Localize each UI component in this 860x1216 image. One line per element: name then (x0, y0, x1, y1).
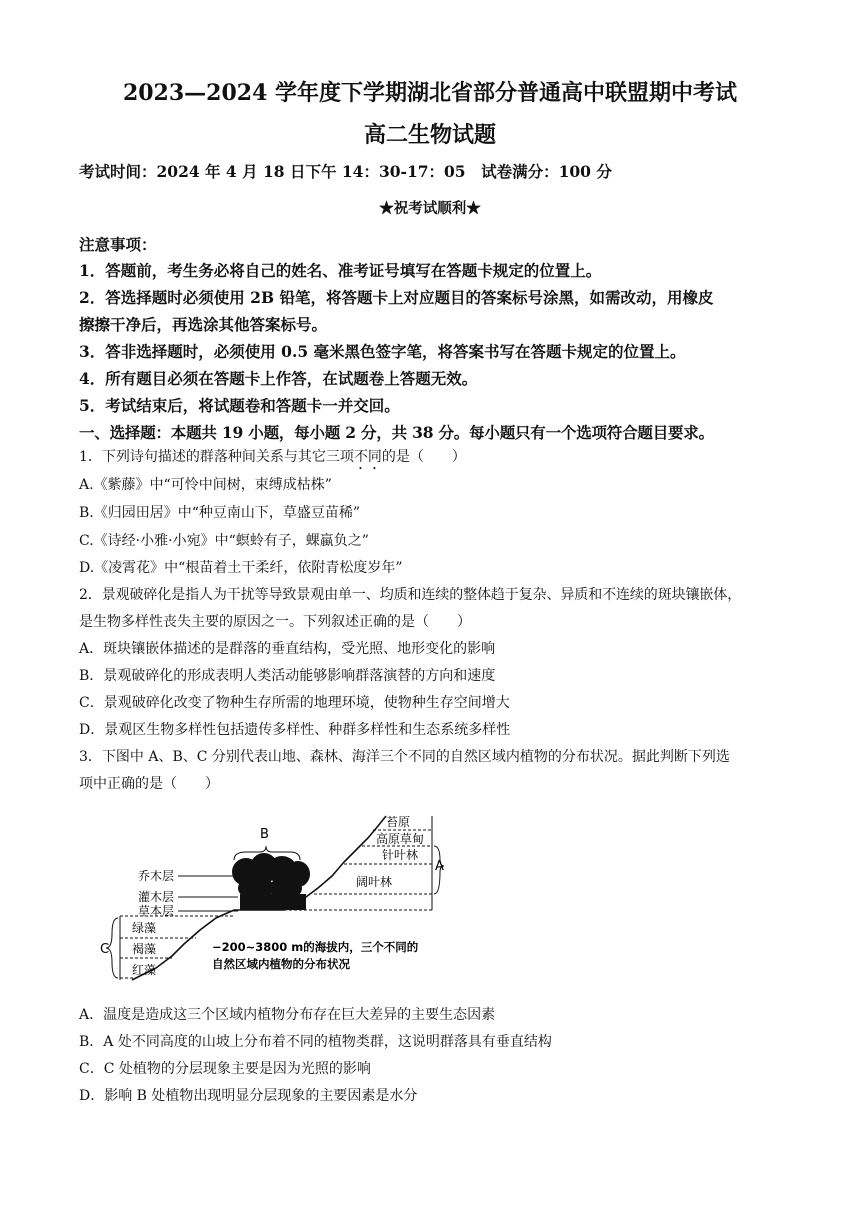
q2-option-d: D．景观区生物多样性包括遗传多样性、种群多样性和生态系统多样性 (79, 722, 511, 738)
note-item-2: 2．答选择题时必须使用 2B 铅笔，将答题卡上对应题目的答案标号涂黑，如需改动，用橡皮 (79, 288, 714, 307)
forest-trees (232, 853, 310, 910)
q2-stem-line1: 2．景观破碎化是指人为干扰等导致景观由单一、均质和连续的整体趋于复杂、异质和不连续的斑块镶嵌体， (79, 587, 742, 603)
zone-label-meadow: 高原草甸 (376, 832, 425, 846)
q1-option-d: D.《凌霄花》中“根苗着土干柔纤，依附青松度岁年” (79, 560, 403, 576)
algae-label-brown: 褐藻 (132, 942, 157, 956)
figure-svg (100, 808, 445, 990)
q2-option-c: C．景观破碎化改变了物种生存所需的地理环境，使物种生存空间增大 (79, 695, 510, 711)
exam-info: 考试时间：2024 年 4 月 18 日下午 14：30-17：05 试卷满分：100 分 (79, 162, 612, 181)
q1-stem-emph: 不同 (353, 449, 382, 465)
figure-caption-line2: 自然区域内植物的分布状况 (212, 957, 350, 971)
section-heading: 一、选择题：本题共 19 小题，每小题 2 分，共 38 分。每小题只有一个选项符合题目要求。 (79, 423, 714, 442)
note-item-3: 3．答非选择题时，必须使用 0.5 毫米黑色签字笔，将答案书写在答题卡规定的位置上。 (79, 342, 686, 361)
label-c: C (100, 942, 110, 957)
q1-option-a: A.《紫藤》中“可怜中间树，束缚成枯株” (79, 477, 332, 493)
blessing: ★祝考试顺利★ (379, 200, 481, 217)
note-item-5: 5．考试结束后，将试题卷和答题卡一并交回。 (79, 396, 400, 415)
q3-option-a: A．温度是造成这三个区域内植物分布存在巨大差异的主要生态因素 (79, 1007, 496, 1023)
notes-heading: 注意事项： (79, 235, 157, 254)
q2-stem-line2: 是生物多样性丧失主要的原因之一。下列叙述正确的是（ ） (79, 614, 471, 630)
q2-option-b: B．景观破碎化的形成表明人类活动能够影响群落演替的方向和速度 (79, 668, 496, 684)
zone-label-conifer: 针叶林 (382, 848, 419, 862)
label-b: B (260, 827, 269, 842)
label-a: A (435, 859, 444, 874)
q1-option-b: B.《归园田居》中“种豆南山下，草盛豆苗稀” (79, 505, 361, 521)
layer-label-herb: 草本层 (138, 904, 175, 918)
vegetation-distribution-figure (100, 808, 445, 990)
layer-label-shrub: 灌木层 (138, 890, 175, 904)
zone-label-broadleaf: 阔叶林 (356, 875, 393, 889)
q3-option-b: B．A 处不同高度的山坡上分布着不同的植物类群，这说明群落具有垂直结构 (79, 1034, 552, 1050)
q3-stem-line2: 项中正确的是（ ） (79, 776, 219, 792)
exam-subtitle: 高二生物试题 (363, 122, 496, 148)
q3-option-c: C．C 处植物的分层现象主要是因为光照的影响 (79, 1061, 371, 1077)
q1-option-c: C.《诗经·小雅·小宛》中“螟蛉有子，蜾蠃负之” (79, 533, 369, 549)
q3-stem-line1: 3．下图中 A、B、C 分别代表山地、森林、海洋三个不同的自然区域内植物的分布状况。据此判断下列选 (79, 749, 730, 765)
algae-label-red: 红藻 (132, 963, 157, 977)
note-item-2-cont: 擦擦干净后，再选涂其他答案标号。 (79, 315, 328, 334)
q1-stem-post: 的是（ ） (381, 449, 466, 465)
figure-caption-line1: −200~3800 m的海拔内，三个不同的 (212, 940, 419, 954)
exam-title: 2023—2024 学年度下学期湖北省部分普通高中联盟期中考试 (122, 80, 738, 106)
q1-stem (79, 446, 466, 473)
note-item-1: 1．答题前，考生务必将自己的姓名、准考证号填写在答题卡规定的位置上。 (79, 261, 602, 280)
note-item-4: 4．所有题目必须在答题卡上作答，在试题卷上答题无效。 (79, 369, 478, 388)
q3-option-d: D．影响 B 处植物出现明显分层现象的主要因素是水分 (79, 1088, 418, 1104)
zone-label-tundra: 苔原 (386, 815, 411, 829)
q1-stem-pre: 1．下列诗句描述的群落种间关系与其它三项 (79, 449, 354, 465)
layer-label-tree: 乔木层 (138, 869, 175, 883)
q2-option-a: A．斑块镶嵌体描述的是群落的垂直结构，受光照、地形变化的影响 (79, 641, 496, 657)
algae-label-green: 绿藻 (132, 921, 157, 935)
